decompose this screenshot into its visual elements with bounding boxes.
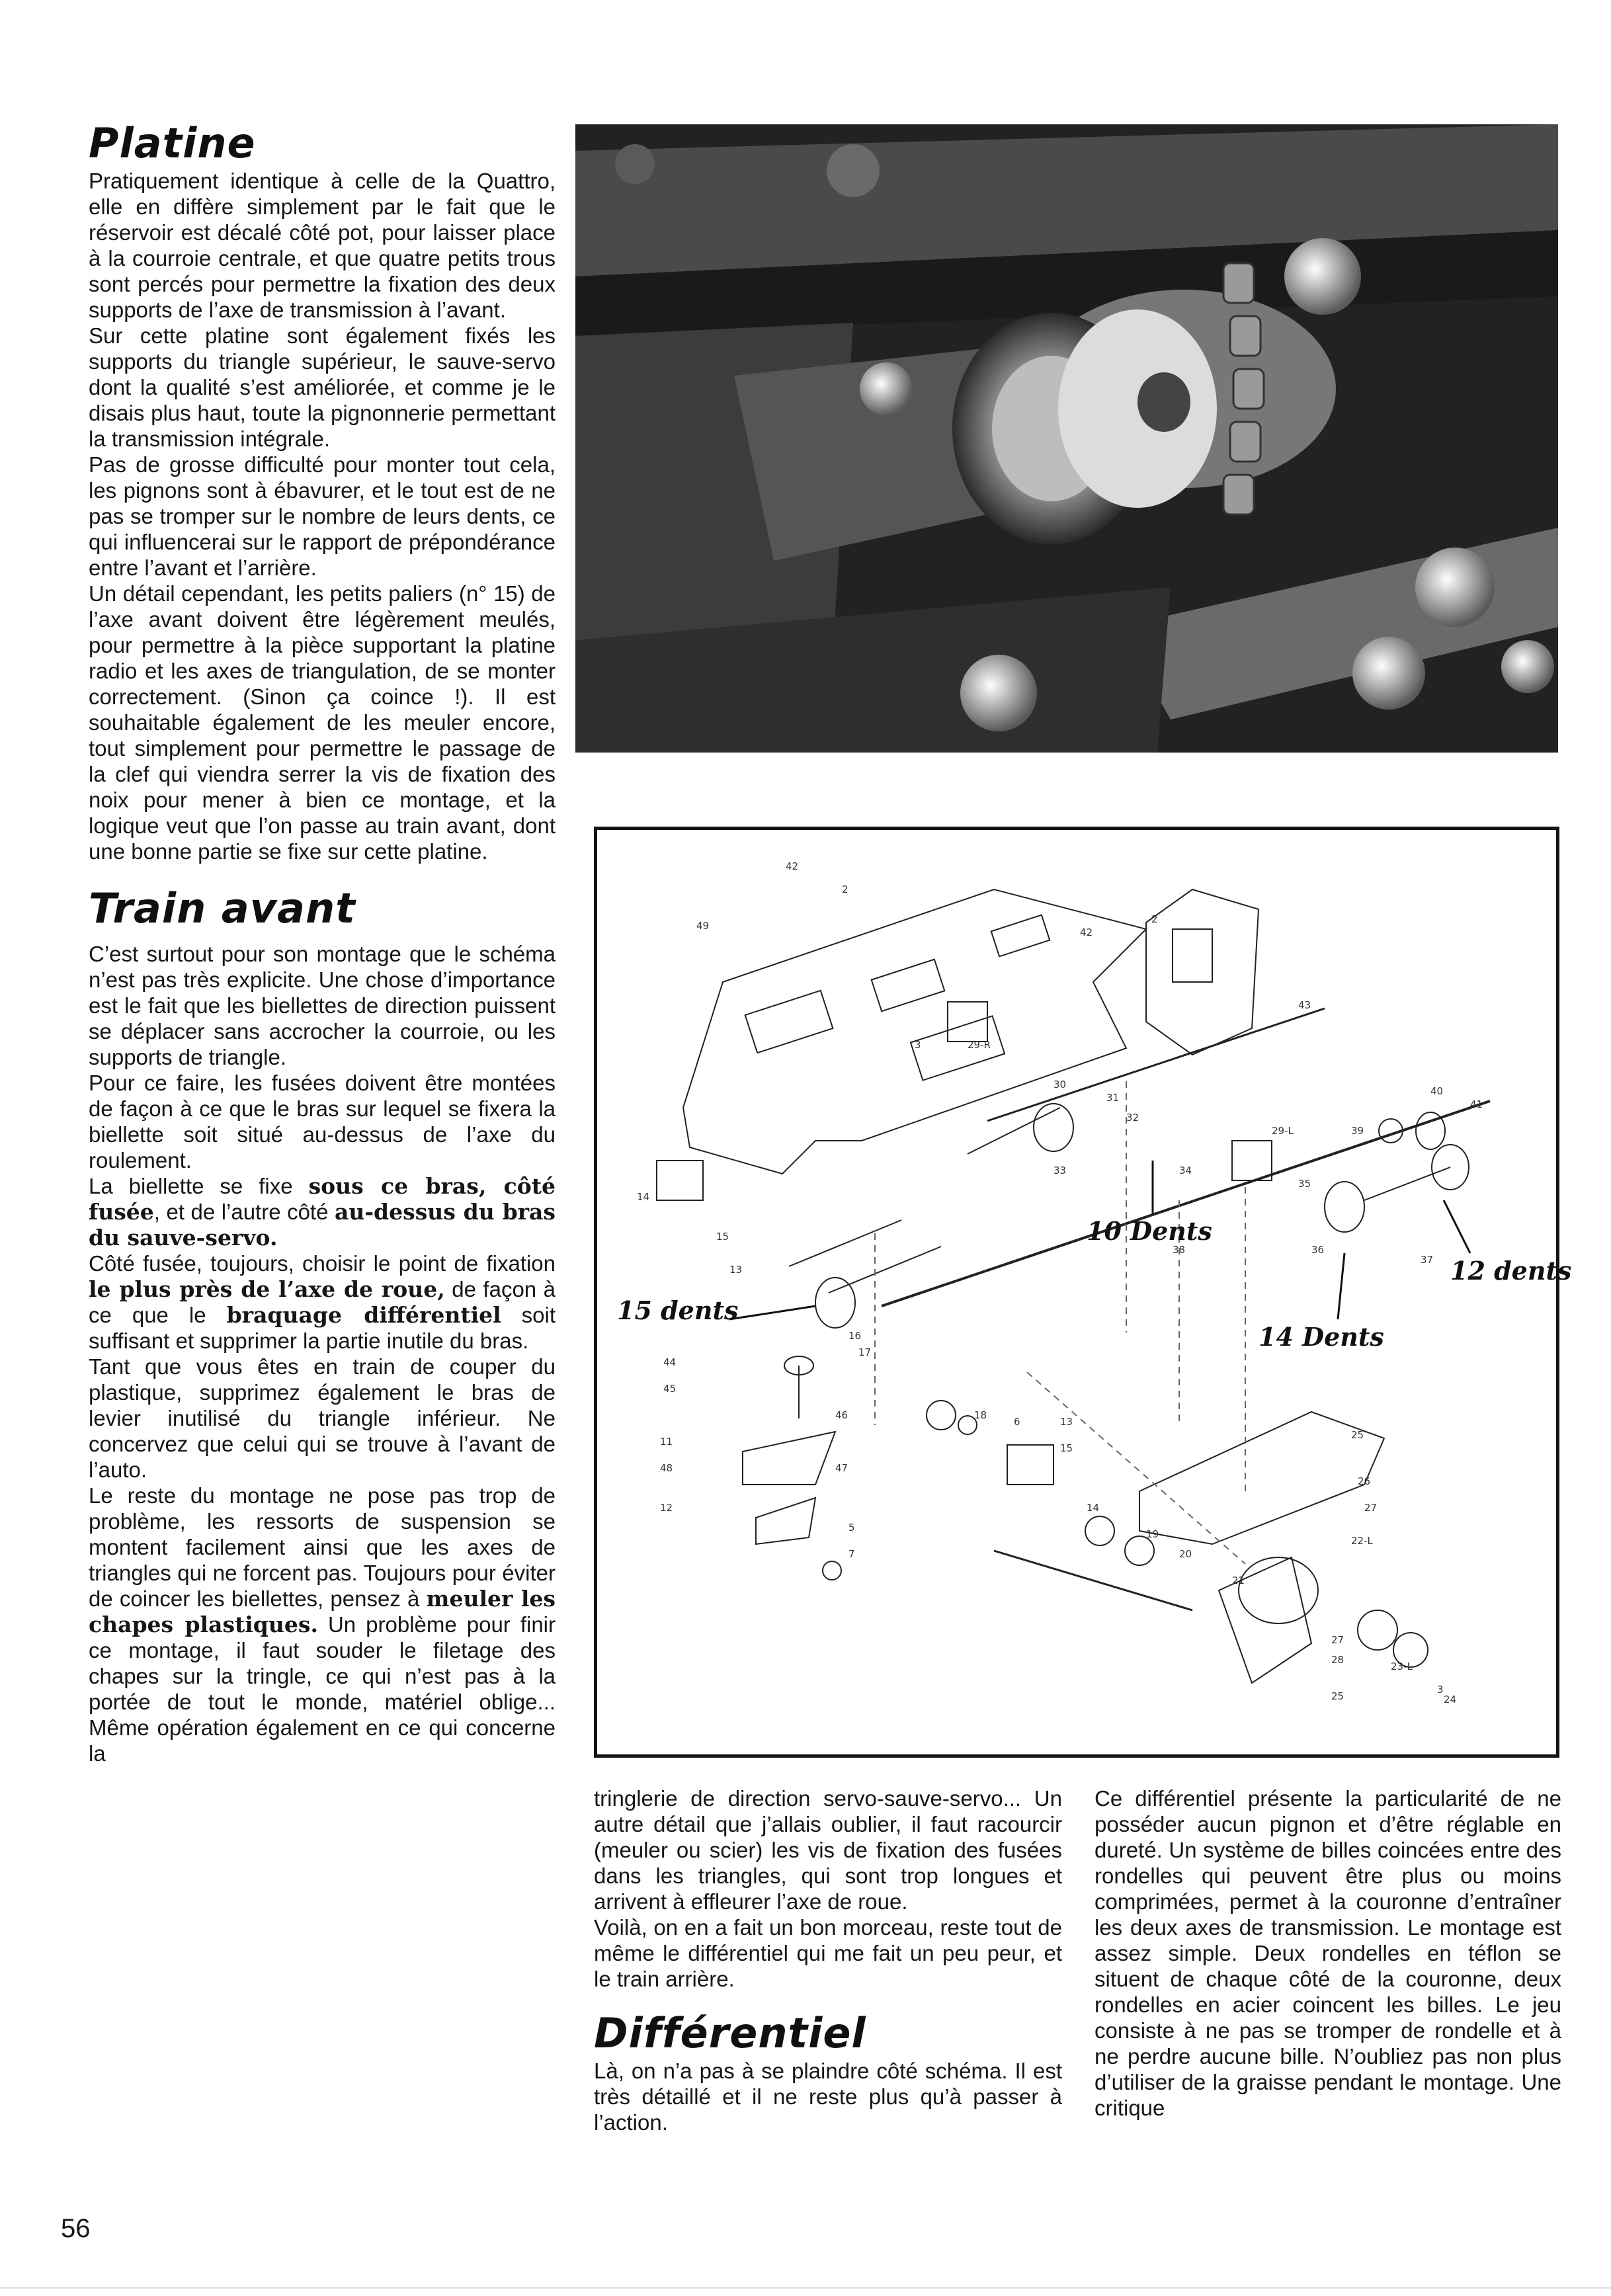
svg-text:37: 37 xyxy=(1421,1254,1434,1266)
svg-text:5: 5 xyxy=(848,1522,855,1534)
svg-text:45: 45 xyxy=(663,1383,677,1395)
svg-text:42: 42 xyxy=(786,860,799,872)
svg-text:41: 41 xyxy=(1470,1098,1483,1110)
paragraph: Voilà, on en a fait un bon morceau, reste tout de même le différentiel qui me fait un peu peur, et le train arrière. xyxy=(594,1915,1062,1991)
svg-text:48: 48 xyxy=(660,1462,673,1474)
svg-text:14: 14 xyxy=(637,1191,650,1203)
annotation-14-dents: 14 Dents xyxy=(1259,1322,1384,1352)
svg-text:28: 28 xyxy=(1331,1654,1344,1666)
left-column xyxy=(89,119,556,1766)
svg-text:26: 26 xyxy=(1358,1475,1371,1487)
svg-text:22-L: 22-L xyxy=(1351,1535,1373,1547)
svg-text:7: 7 xyxy=(848,1548,855,1560)
paragraph: Tant que vous êtes en train de couper du plastique, supprimez également le bras de levier inutilisé du triangle inférieur. Ne concervez que celui qui se trouve à l’avant de l’auto. xyxy=(89,1354,556,1482)
svg-text:16: 16 xyxy=(848,1330,862,1342)
svg-text:29-L: 29-L xyxy=(1272,1125,1294,1137)
paragraph: Pratiquement identique à celle de la Quattro, elle en diffère simplement par le fait que le réservoir est décalé côté pot, pour laisser place à la courroie centrale, et que quatre petits trous sont percés pour permettre la fixation des deux supports de l’axe de transmission à l’avant. xyxy=(89,169,556,322)
page-number: 56 xyxy=(61,2214,91,2243)
svg-text:47: 47 xyxy=(835,1462,848,1474)
svg-text:46: 46 xyxy=(835,1409,848,1421)
right-column xyxy=(1095,1785,1561,2121)
svg-text:34: 34 xyxy=(1179,1165,1192,1176)
text: Un problème pour finir ce montage, il faut souder le filetage des chapes sur la tringle, ce qui n’est pas à la portée de tout le monde, matériel oblige... Même opération également en ce qui concerne la xyxy=(89,1612,556,1766)
svg-text:43: 43 xyxy=(1298,999,1311,1011)
text: Côté fusée, toujours, choisir le point de fixation xyxy=(89,1251,556,1276)
svg-text:3: 3 xyxy=(1437,1684,1444,1696)
annotation-12-dents: 12 dents xyxy=(1450,1256,1572,1286)
svg-text:42: 42 xyxy=(1080,926,1093,938)
exploded-diagram xyxy=(594,827,1572,1758)
bold-text: au-dessus du bras du sauve-servo. xyxy=(89,1199,556,1250)
paragraph: C’est surtout pour son montage que le schéma n’est pas très explicite. Une chose d’importance est le fait que les biellettes de direction puissent se déplacer sans accrocher la courroie, ou les supports de triangle. xyxy=(89,942,556,1069)
heading-train-avant: Train avant xyxy=(89,884,356,932)
svg-text:14: 14 xyxy=(1087,1502,1100,1514)
svg-text:32: 32 xyxy=(1126,1112,1139,1124)
paragraph: Sur cette platine sont également fixés les supports du triangle supérieur, le sauve-servo dont la qualité s’est améliorée, et comme je le disais plus haut, toute la pignonnerie permettant la transmission intégrale. xyxy=(89,323,556,451)
paragraph: Là, on n’a pas à se plaindre côté schéma. Il est très détaillé et il ne reste plus qu’à passer à l’action. xyxy=(594,2059,1062,2135)
middle-column xyxy=(594,1785,1062,2135)
svg-text:25: 25 xyxy=(1351,1429,1364,1441)
chassis-photo xyxy=(575,124,1558,753)
svg-text:27: 27 xyxy=(1364,1502,1378,1514)
paragraph: Un détail cependant, les petits paliers (n° 15) de l’axe avant doivent être légèrement meulés, pour permettre à la pièce supportant la platine radio et les axes de triangulation, de se monter correctement. (Sinon ça coince !). Il est souhaitable également de les meuler encore, tout simplement pour permettre le passage de la clef qui viendra serrer la vis de fixation des noix pour mener à bien ce montage, et la logique veut que l’on passe au train avant, dont une bonne partie se fixe sur cette platine. xyxy=(89,581,556,864)
paragraph: Pas de grosse difficulté pour monter tout cela, les pignons sont à ébavurer, et le tout est de ne pas se tromper sur le nombre de leurs dents, ce qui influencerai sur le rapport de prépondérance entre l’avant et l’arrière. xyxy=(89,452,556,580)
heading-differentiel: Différentiel xyxy=(594,2009,866,2057)
text: Le reste du montage ne pose pas trop de problème, les ressorts de suspension se montent facilement ainsi que les axes de triangles qui ne forcent pas. Toujours pour éviter de coincer les biellettes, pensez à xyxy=(89,1483,556,1611)
svg-text:21: 21 xyxy=(1232,1575,1245,1586)
svg-text:15: 15 xyxy=(1060,1442,1073,1454)
svg-text:11: 11 xyxy=(660,1436,673,1448)
chassis-photo-image xyxy=(575,124,1558,753)
svg-text:23-L: 23-L xyxy=(1391,1660,1413,1672)
text: de façon à ce que le xyxy=(89,1277,556,1327)
exploded-diagram-drawing xyxy=(597,830,1572,1754)
svg-text:27: 27 xyxy=(1331,1634,1344,1646)
svg-text:30: 30 xyxy=(1053,1079,1067,1090)
svg-text:2: 2 xyxy=(842,883,848,895)
text: soit suffisant et supprimer la partie inutile du bras. xyxy=(89,1303,556,1353)
bold-text: meuler les chapes plastiques. xyxy=(89,1586,556,1637)
svg-text:20: 20 xyxy=(1179,1548,1192,1560)
text: La biellette se fixe xyxy=(89,1174,309,1198)
paragraph xyxy=(89,1173,556,1250)
svg-text:39: 39 xyxy=(1351,1125,1364,1137)
svg-text:38: 38 xyxy=(1173,1244,1186,1256)
bold-text: sous ce bras, côté fusée xyxy=(89,1173,556,1225)
svg-text:13: 13 xyxy=(1060,1416,1073,1428)
annotation-10-dents: 10 Dents xyxy=(1087,1216,1212,1246)
bold-text: braquage différentiel xyxy=(226,1302,501,1328)
paragraph: Pour ce faire, les fusées doivent être montées de façon à ce que le bras sur lequel se fixera la biellette soit situé au-dessus de l’axe du roulement. xyxy=(89,1071,556,1172)
svg-text:25: 25 xyxy=(1331,1690,1344,1702)
svg-text:31: 31 xyxy=(1106,1092,1120,1104)
radio-plate-outline xyxy=(683,889,1146,1174)
svg-text:3: 3 xyxy=(915,1039,921,1051)
svg-text:12: 12 xyxy=(660,1502,673,1514)
svg-text:33: 33 xyxy=(1053,1165,1067,1176)
annotation-15-dents: 15 dents xyxy=(617,1295,739,1325)
svg-text:40: 40 xyxy=(1430,1085,1444,1097)
heading-platine: Platine xyxy=(89,119,256,167)
svg-text:36: 36 xyxy=(1311,1244,1325,1256)
svg-text:35: 35 xyxy=(1298,1178,1311,1190)
paragraph xyxy=(89,1483,556,1766)
paragraph: Ce différentiel présente la particularité de ne posséder aucun pignon et d’être réglable en dureté. Un système de billes coincées entre des rondelles qui peuvent être plus ou moins comprimées, permet à la couronne d’entraîner les deux axes de transmission. Le montage est assez simple. Deux rondelles en téflon se situent de chaque côté de la couronne, deux rondelles en acier coincent les billes. Le jeu consiste à ne pas se tromper de rondelle et à ne perdre aucune bille. N’oubliez pas non plus d’utiliser de la graisse pendant le montage. Une critique xyxy=(1095,1786,1561,2120)
svg-text:18: 18 xyxy=(974,1409,987,1421)
svg-text:2: 2 xyxy=(1151,913,1158,925)
svg-text:15: 15 xyxy=(716,1231,729,1243)
svg-text:19: 19 xyxy=(1146,1528,1159,1540)
bold-text: le plus près de l’axe de roue, xyxy=(89,1276,445,1302)
svg-text:49: 49 xyxy=(696,920,710,932)
svg-text:44: 44 xyxy=(663,1356,677,1368)
paragraph: tringlerie de direction servo-sauve-servo... Un autre détail que j’allais oublier, il faut racourcir (meuler ou scier) les vis de fixation des fusées dans les triangles, qui sont trop longues et arrivent à effleurer l’axe de roue. xyxy=(594,1786,1062,1914)
paragraph xyxy=(89,1250,556,1354)
svg-text:13: 13 xyxy=(729,1264,743,1276)
svg-text:24: 24 xyxy=(1444,1694,1457,1705)
svg-text:29-R: 29-R xyxy=(968,1039,991,1051)
svg-text:17: 17 xyxy=(858,1346,872,1358)
svg-text:6: 6 xyxy=(1014,1416,1020,1428)
bottom-rule xyxy=(0,2287,1611,2289)
text: , et de l’autre côté xyxy=(153,1200,335,1224)
